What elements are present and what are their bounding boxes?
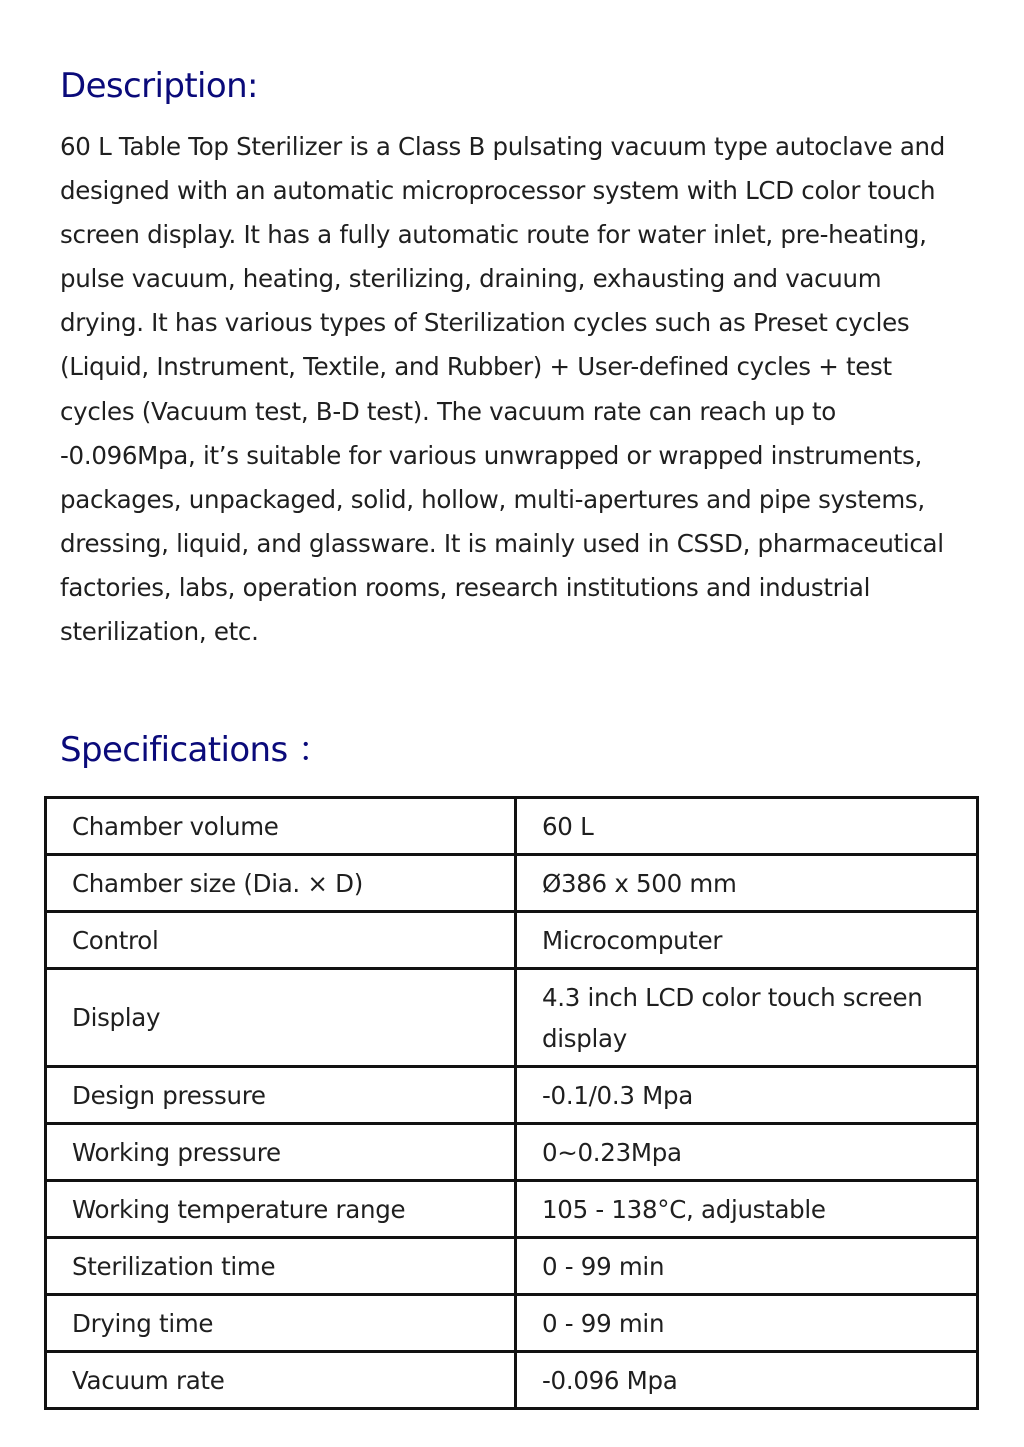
table-row <box>46 1352 978 1409</box>
table-row <box>46 1181 978 1238</box>
spec-value: 105 - 138°C, adjustable <box>516 1181 978 1238</box>
spec-label: Vacuum rate <box>46 1352 516 1409</box>
spec-value: Ø386 x 500 mm <box>516 855 978 912</box>
spec-label: Display <box>46 969 516 1067</box>
spec-label: Working temperature range <box>46 1181 516 1238</box>
description-paragraph: 60 L Table Top Sterilizer is a Class B pulsating vacuum type autoclave and designed with an automatic microprocessor system with LCD color touch screen display. It has a fully automatic route for water inlet, pre-heating, pulse vacuum, heating, sterilizing, draining, exhausting and vacuum drying. It has various types of Sterilization cycles such as Preset cycles (Liquid, Instrument, Textile, and Rubber) + User-defined cycles + test cycles (Vacuum test, B-D test). The vacuum rate can reach up to -0.096Mpa, it’s suitable for various unwrapped or wrapped instruments, packages, unpackaged, solid, hollow, multi-apertures and pipe systems, dressing, liquid, and glassware. It is mainly used in CSSD, pharmaceutical factories, labs, operation rooms, research institutions and industrial sterilization, etc. <box>60 132 946 647</box>
spec-label: Sterilization time <box>46 1238 516 1295</box>
spec-value: 0 - 99 min <box>516 1295 978 1352</box>
spec-value: -0.1/0.3 Mpa <box>516 1067 978 1124</box>
table-row <box>46 912 978 969</box>
spec-value: 0 - 99 min <box>516 1238 978 1295</box>
table-row <box>46 1238 978 1295</box>
spec-value: Microcomputer <box>516 912 978 969</box>
spec-label: Control <box>46 912 516 969</box>
spec-value: 0~0.23Mpa <box>516 1124 978 1181</box>
spec-value: 60 L <box>516 798 978 855</box>
spec-value: 4.3 inch LCD color touch screen display <box>516 969 978 1067</box>
spec-label: Drying time <box>46 1295 516 1352</box>
table-row <box>46 1124 978 1181</box>
spec-value: -0.096 Mpa <box>516 1352 978 1409</box>
table-row <box>46 855 978 912</box>
description-heading: Description: <box>60 66 258 106</box>
spec-label: Working pressure <box>46 1124 516 1181</box>
table-row <box>46 969 978 1067</box>
table-row <box>46 1295 978 1352</box>
spec-label: Chamber size (Dia. × D) <box>46 855 516 912</box>
table-row <box>46 798 978 855</box>
specifications-heading: Specifications ： <box>60 730 332 770</box>
specifications-table <box>44 796 979 1410</box>
table-row <box>46 1067 978 1124</box>
spec-label: Chamber volume <box>46 798 516 855</box>
spec-label: Design pressure <box>46 1067 516 1124</box>
